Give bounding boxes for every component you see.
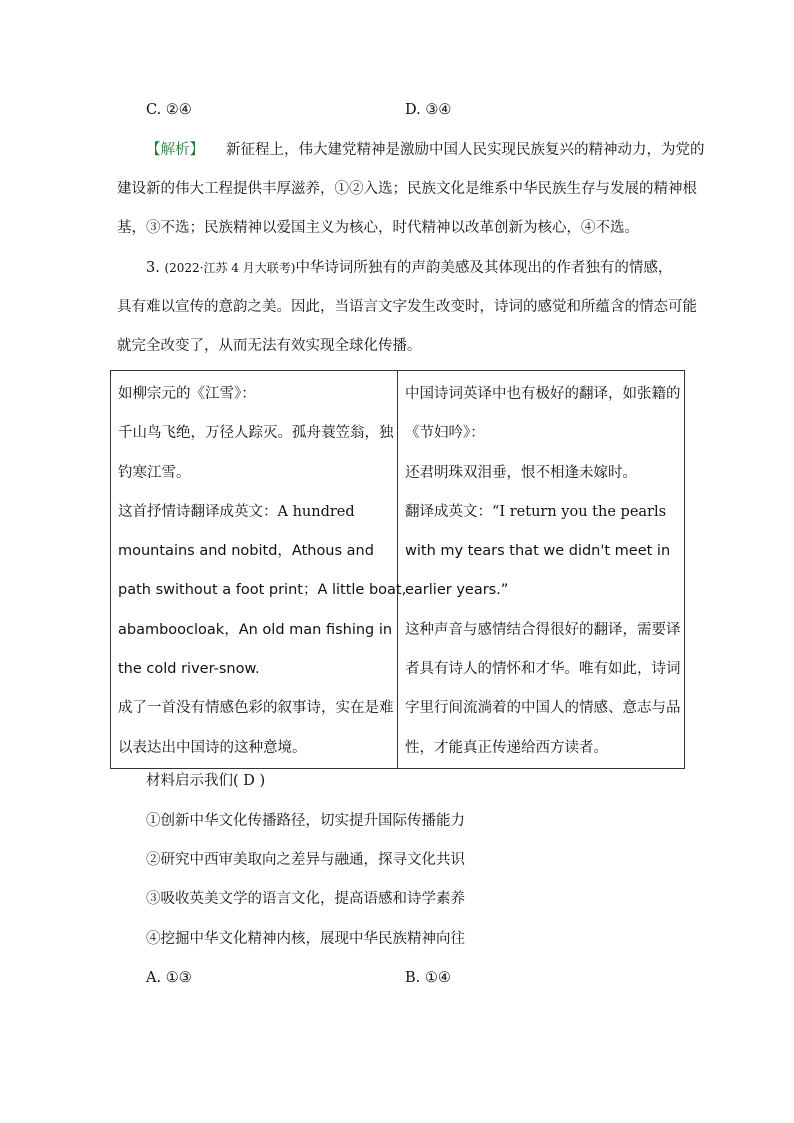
right-line-2: 《节妇吟》： — [405, 425, 485, 442]
question-prompt: 材料启示我们( D ) — [146, 773, 266, 789]
right-line-4: 翻译成英文：“I return you the pearls — [405, 503, 667, 520]
question-line-3: 就完全改变了，从而无法有效实现全球化传播。 — [117, 338, 422, 354]
question-line-2: 具有难以宣传的意韵之美。因此，当语言文字发生改变时，诗词的感觉和所蕴含的情态可能 — [117, 299, 697, 315]
option-c: C. ②④ — [146, 102, 192, 118]
right-line-7: 这种声音与感情结合得很好的翻译，需要译 — [405, 621, 681, 638]
statement-4: ④挖掘中华文化精神内核，展现中华民族精神向往 — [146, 931, 465, 947]
right-line-8: 者具有诗人的情怀和才华。唯有如此，诗词 — [405, 661, 681, 678]
analysis-line-3: 基，③不选；民族精神以爱国主义为核心，时代精神以改革创新为核心，④不选。 — [117, 220, 639, 236]
left-line-2: 千山鸟飞绝，万径人踪灭。孤舟蓑笠翁，独 — [118, 425, 394, 442]
left-line-8: the cold river-snow. — [118, 661, 260, 678]
right-line-5: with my tears that we didn't meet in — [405, 543, 671, 560]
right-line-9: 字里行间流淌着的中国人的情感、意志与品 — [405, 700, 681, 717]
left-line-4: 这首抒情诗翻译成英文：A hundred — [118, 503, 355, 520]
question-text-1: 中华诗词所独有的声韵美感及其体现出的作者独有的情感， — [295, 260, 673, 276]
left-line-5: mountains and nobitd，Athous and — [118, 543, 374, 560]
right-cell — [398, 371, 685, 769]
question-number: 3. — [146, 260, 160, 276]
statement-2: ②研究中西审美取向之差异与融通，探寻文化共识 — [146, 852, 465, 868]
left-line-6: path swithout a foot print；A little boat, — [118, 582, 407, 599]
analysis-line-1 — [146, 140, 705, 160]
option-d: D. ③④ — [405, 102, 452, 118]
left-cell — [111, 371, 407, 769]
option-b: B. ①④ — [405, 970, 451, 986]
statement-3: ③吸收英美文学的语言文化，提高语感和诗学素养 — [146, 891, 465, 907]
analysis-line-2: 建设新的伟大工程提供丰厚滋养，①②入选；民族文化是维系中华民族生存与发展的精神根 — [117, 181, 697, 197]
analysis-text-1: 新征程上，伟大建党精神是激励中国人民实现民族复兴的精神动力，为党的 — [226, 142, 705, 158]
statement-1: ①创新中华文化传播路径，切实提升国际传播能力 — [146, 813, 465, 829]
question-source: (2022·江苏 4 月大联考) — [164, 261, 296, 275]
comparison-table — [110, 370, 685, 769]
left-line-3: 钓寒江雪。 — [118, 464, 191, 481]
question-line-1 — [146, 258, 672, 278]
left-line-9: 成了一首没有情感色彩的叙事诗，实在是难 — [118, 700, 394, 717]
analysis-tag: 【解析】 — [146, 142, 204, 158]
table-row — [111, 371, 685, 769]
left-line-7: abamboocloak，An old man fishing in — [118, 621, 393, 638]
right-line-3: 还君明珠双泪垂，恨不相逢未嫁时。 — [405, 464, 637, 481]
right-line-10: 性，才能真正传递给西方读者。 — [405, 739, 608, 756]
right-line-1: 中国诗词英译中也有极好的翻译，如张籍的 — [405, 386, 681, 402]
right-line-6: earlier years.” — [405, 582, 509, 599]
option-a: A. ①③ — [146, 970, 192, 986]
left-line-10: 以表达出中国诗的这种意境。 — [118, 739, 307, 756]
left-line-1: 如柳宗元的《江雪》： — [118, 386, 256, 402]
